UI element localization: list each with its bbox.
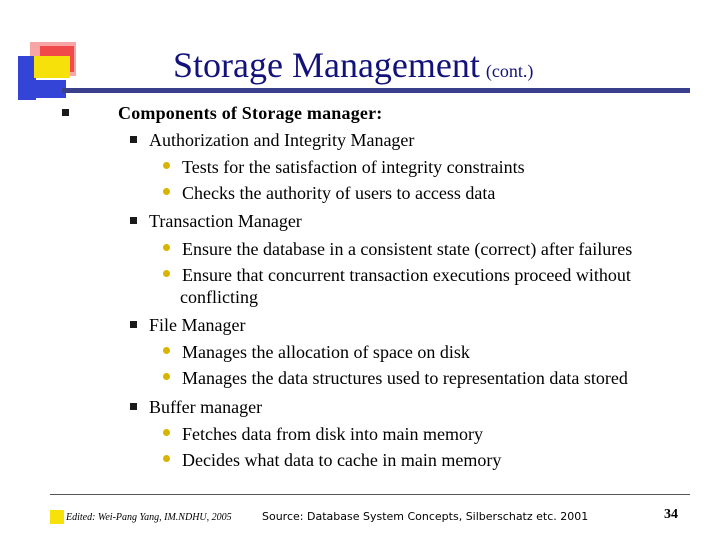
dot-bullet	[163, 455, 170, 462]
dot-bullet	[163, 244, 170, 251]
list-item: Manages the allocation of space on disk	[182, 342, 470, 362]
slide-title	[173, 44, 533, 86]
logo-square-yellow	[34, 56, 70, 78]
list-item: Ensure the database in a consistent state (correct) after failures	[182, 239, 633, 259]
list-item: Decides what data to cache in main memory	[182, 450, 502, 470]
section-label-authorization: Authorization and Integrity Manager	[149, 130, 415, 150]
slide-title-suffix: (cont.)	[485, 61, 534, 81]
footer-rule	[50, 494, 690, 495]
square-bullet	[130, 321, 137, 328]
logo-square-blue-bottom	[18, 80, 66, 98]
square-bullet	[130, 217, 137, 224]
footer-edited: Edited: Wei-Pang Yang, IM.NDHU, 2005	[66, 512, 232, 523]
section-label-buffer: Buffer manager	[149, 397, 263, 417]
list-item: Checks the authority of users to access data	[182, 183, 496, 203]
square-bullet	[130, 403, 137, 410]
list-item: Fetches data from disk into main memory	[182, 424, 483, 444]
square-bullet	[130, 136, 137, 143]
section-label-transaction: Transaction Manager	[149, 211, 302, 231]
list-item: Tests for the satisfaction of integrity constraints	[182, 157, 525, 177]
slide-title-main: Storage Management	[173, 45, 480, 85]
page-number: 34	[664, 507, 678, 522]
square-bullet	[62, 109, 69, 116]
list-item: Ensure that concurrent transaction executions proceed without	[182, 265, 631, 285]
dot-bullet	[163, 188, 170, 195]
title-rule	[62, 88, 690, 93]
section-label-file: File Manager	[149, 315, 246, 335]
dot-bullet	[163, 347, 170, 354]
list-item-continuation: conflicting	[180, 287, 258, 307]
components-heading: Components of Storage manager:	[118, 103, 383, 123]
footer-source: Source: Database System Concepts, Silberschatz etc. 2001	[262, 510, 589, 523]
dot-bullet	[163, 270, 170, 277]
list-item: Manages the data structures used to representation data stored	[182, 368, 628, 388]
footer-square	[50, 510, 64, 524]
dot-bullet	[163, 429, 170, 436]
dot-bullet	[163, 373, 170, 380]
dot-bullet	[163, 162, 170, 169]
